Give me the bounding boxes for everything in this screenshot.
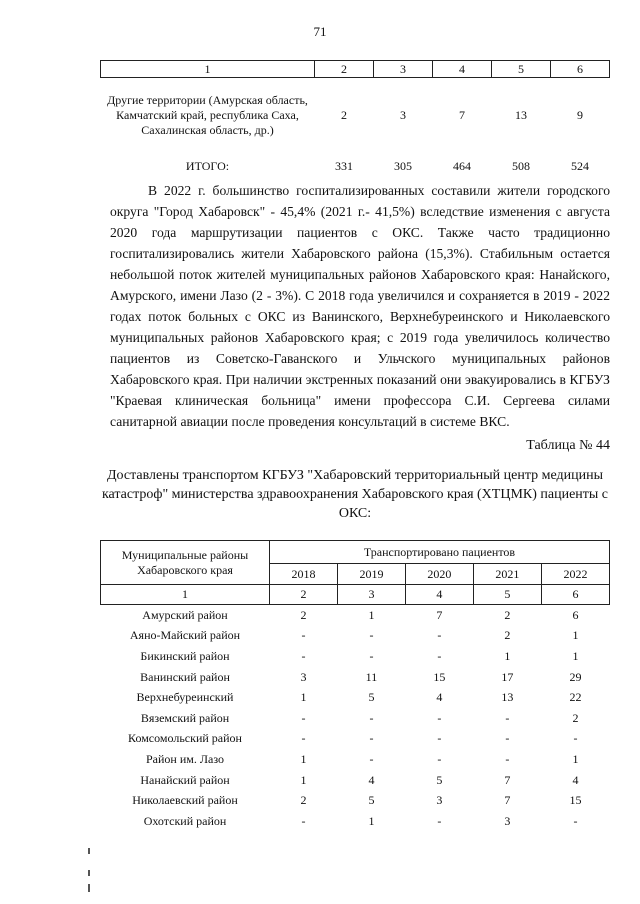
cell: 1 (368, 813, 375, 828)
header-cell: 4 (433, 61, 492, 78)
cell: 1 (300, 690, 307, 705)
district-name: Нанайский район (140, 772, 230, 787)
cell: 1 (504, 648, 511, 663)
district-name: Николаевский район (132, 793, 238, 808)
header-cell: 3 (374, 61, 433, 78)
cell: 2 (341, 107, 347, 122)
margin-mark (88, 848, 90, 854)
table-row (101, 667, 610, 688)
cell: 6 (572, 607, 579, 622)
table-44 (100, 540, 610, 832)
cell: 305 (394, 158, 412, 173)
margin-mark (88, 870, 90, 876)
cell: - (573, 731, 578, 746)
district-name: Район им. Лазо (146, 751, 224, 766)
cell: 1 (300, 751, 307, 766)
cell: - (437, 813, 442, 828)
district-name: Комсомольский район (128, 731, 242, 746)
header-cell: 2 (315, 61, 374, 78)
cell: 13 (515, 107, 527, 122)
cell: - (573, 813, 578, 828)
cell: 3 (400, 107, 406, 122)
cell: 2 (504, 628, 511, 643)
cell: 9 (577, 107, 583, 122)
cell: 22 (569, 690, 582, 705)
cell: 5 (368, 690, 375, 705)
cell: 4 (368, 772, 375, 787)
cell: - (301, 628, 306, 643)
table-row (101, 687, 610, 708)
header-cell: 5 (492, 61, 551, 78)
cell: - (301, 710, 306, 725)
cell: 464 (453, 158, 471, 173)
table-row (101, 770, 610, 791)
district-name: Аяно-Майский район (129, 628, 241, 643)
cell: 331 (335, 158, 353, 173)
year-header: 2021 (473, 564, 541, 585)
cell: 7 (436, 607, 443, 622)
cell: - (369, 628, 374, 643)
cell: 2 (572, 710, 579, 725)
cell: - (505, 751, 510, 766)
district-name: Амурский район (142, 607, 228, 622)
cell: 7 (504, 772, 511, 787)
table-header-row (101, 541, 610, 564)
table-row-total (101, 152, 610, 180)
cell: 1 (572, 648, 579, 663)
cell: 5 (368, 793, 375, 808)
cell: 13 (501, 690, 514, 705)
cell: - (505, 731, 510, 746)
cell: 4 (436, 690, 443, 705)
cell: 2 (300, 607, 307, 622)
cell: - (301, 648, 306, 663)
column-number: 1 (101, 585, 270, 605)
group-header: Транспортировано пациентов (270, 541, 610, 564)
cell: - (505, 710, 510, 725)
cell: 15 (433, 669, 446, 684)
cell: - (437, 751, 442, 766)
cell: 508 (512, 158, 530, 173)
year-header: 2018 (270, 564, 338, 585)
column-number: 5 (473, 585, 541, 605)
table-row (101, 729, 610, 750)
table-row (101, 78, 610, 153)
table-row (101, 646, 610, 667)
column-number: 3 (337, 585, 405, 605)
cell: 3 (300, 669, 307, 684)
cell: - (437, 710, 442, 725)
column-number-row (101, 585, 610, 605)
district-name: Охотский район (143, 813, 227, 828)
cell: - (437, 648, 442, 663)
cell: 1 (572, 628, 579, 643)
year-header: 2020 (405, 564, 473, 585)
cell: 1 (368, 607, 375, 622)
cell: 7 (459, 107, 465, 122)
cell: 17 (501, 669, 514, 684)
year-header: 2022 (541, 564, 609, 585)
row-label: ИТОГО: (185, 158, 230, 173)
header-cell: 1 (101, 61, 315, 78)
table-row (101, 605, 610, 626)
row-label: Другие территории (Амурская область, Камчатский край, республика Саха, Сахалинская область, др.) (107, 92, 308, 137)
cell: 4 (572, 772, 579, 787)
cell: - (369, 648, 374, 663)
table-continued (100, 60, 610, 180)
cell: - (369, 731, 374, 746)
table-header-row (101, 61, 610, 78)
cell: 1 (572, 751, 579, 766)
table-row (101, 790, 610, 811)
column-number: 4 (405, 585, 473, 605)
municipal-column-header: Муниципальные районы Хабаровского края (101, 541, 270, 585)
cell: - (301, 731, 306, 746)
cell: 2 (504, 607, 511, 622)
cell: - (301, 813, 306, 828)
cell: 11 (365, 669, 378, 684)
cell: 1 (300, 772, 307, 787)
cell: 15 (569, 793, 582, 808)
margin-mark (88, 884, 90, 892)
cell: - (437, 628, 442, 643)
district-name: Ванинский район (140, 669, 230, 684)
page-number: 71 (313, 24, 327, 39)
cell: - (369, 710, 374, 725)
table-row (101, 749, 610, 770)
cell: 524 (571, 158, 589, 173)
cell: 3 (504, 813, 511, 828)
table-row (101, 708, 610, 729)
district-name: Бикинский район (140, 648, 230, 663)
cell: 2 (300, 793, 307, 808)
table-number: Таблица № 44 (526, 438, 610, 453)
cell: - (437, 731, 442, 746)
column-number: 2 (270, 585, 338, 605)
cell: 29 (569, 669, 582, 684)
cell: 5 (436, 772, 443, 787)
body-paragraph: В 2022 г. большинство госпитализированных составили жители городского округа "Город Хабаровск" - 45,4% (2021 г.- 41,5%) вследствие изменения с августа 2020 года маршрутизации пациентов с ОКС. Также часто традиционно госпитализировались жители Хабаровского района (15,3%). Стабильным остается небольшой поток жителей муниципальных районов Хабаровского края: Нанайского, Амурского, имени Лазо (2 - 3%). С 2018 года увеличился и сохраняется в 2019 - 2022 годах поток больных с ОКС из Ванинского, Верхнебуреинского и Николаевского муниципальных районов Хабаровского края; с 2019 года увеличилось количество пациентов из Советско-Гаванского и Ульчского муниципальных районов Хабаровского края. При наличии экстренных показаний они эвакуировались в КГБУЗ "Краевая клиническая больница" имени профессора С.И. Сергеева силами санитарной авиации после проведения консультаций в системе ВКС. (110, 183, 610, 429)
table-row (101, 626, 610, 647)
column-number: 6 (541, 585, 609, 605)
district-name: Вяземский район (140, 710, 230, 725)
cell: 3 (436, 793, 443, 808)
cell: - (369, 751, 374, 766)
header-cell: 6 (551, 61, 610, 78)
year-header: 2019 (337, 564, 405, 585)
district-name: Верхнебуреинский (136, 690, 234, 705)
table-caption: Доставлены транспортом КГБУЗ "Хабаровский территориальный центр медицины катастроф" министерства здравоохранения Хабаровского края (ХТЦМК) пациенты с ОКС: (101, 468, 609, 521)
table-row (101, 811, 610, 832)
cell: 7 (504, 793, 511, 808)
